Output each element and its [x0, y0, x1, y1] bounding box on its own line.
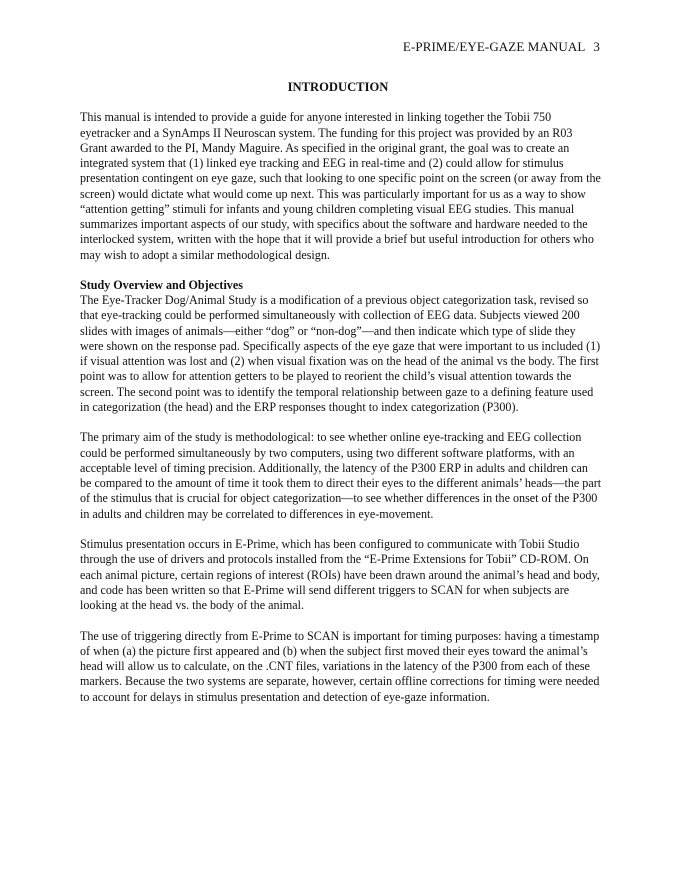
section-title: INTRODUCTION: [287, 80, 389, 94]
body-paragraph: The primary aim of the study is methodological: to see whether online eye-tracking and EEG collection could be performed simultaneously by two computers, using two different software platforms, with an acceptable level of timing precision. Additionally, the latency of the P300 ERP in adults and children can be compared to the amount of time it took them to direct their eyes to the different animals’ heads—the part of the stimulus that is crucial for object categorization—to see whether differences in the onset of the P300 in adults and children may be correlated to differences in eye-movement.: [80, 430, 602, 521]
running-header: [403, 39, 600, 55]
page-body: [80, 80, 602, 720]
intro-paragraph: This manual is intended to provide a guide for anyone interested in linking together the Tobii 750 eyetracker and a SynAmps II Neuroscan system. The funding for this project was provided by an R03 Grant awarded to the PI, Mandy Maguire. As specified in the original grant, the goal was to create an integrated system that (1) linked eye tracking and EEG in real-time and (2) could allow for stimulus presentation contingent on eye gaze, such that looking to one specific point on the screen (or away from the screen) would dictate what would come up next. This was particularly important for us as a way to show “attention getting” stimuli for infants and young children completing visual EEG studies. This manual summarizes important aspects of our study, with specifics about the software and hardware needed to the interlocked system, written with the hope that it will provide a brief but useful introduction for others who may wish to adopt a similar methodological design.: [80, 110, 601, 262]
body-paragraph: The Eye-Tracker Dog/Animal Study is a modification of a previous object categorization task, revised so that eye-tracking could be performed simultaneously with collection of EEG data. Subjects viewed 200 slides with images of animals—either “dog” or “non-dog”—and then indicate which type of slide they were shown on the response pad. Specifically aspects of the eye gaze that were important to us included (1) if visual attention was lost and (2) when visual fixation was on the head of the animal vs the body. The first point was to allow for attention getters to be played to reorient the child’s visual attention towards the screen. The second point was to identify the temporal relationship between gaze to a defining feature used in categorization (the head) and the ERP responses thought to index categorization (P300).: [80, 293, 601, 414]
body-paragraph: The use of triggering directly from E-Prime to SCAN is important for timing purposes: having a timestamp of when (a) the picture first appeared and (b) when the subject first moved their eyes toward the animal’s head will allow us to calculate, on the .CNT files, variations in the latency of the P300 from each of these markers. Because the two systems are separate, however, certain offline corrections for timing were needed to account for delays in stimulus presentation and detection of eye-gaze information.: [80, 628, 600, 704]
running-header-title: E-PRIME/EYE-GAZE MANUAL: [402, 39, 586, 54]
page-number: 3: [593, 39, 600, 54]
subsection-heading: Study Overview and Objectives: [80, 277, 243, 292]
body-paragraph: Stimulus presentation occurs in E-Prime, which has been configured to communicate with Tobii Studio through the use of drivers and protocols installed from the “E-Prime Extensions for Tobii” CD-ROM. On each animal picture, certain regions of interest (ROIs) have been drawn around the animal’s head and body, and code has been written so that E-Prime will send different triggers to SCAN for when subjects are looking at the head vs. the body of the animal.: [80, 537, 600, 613]
